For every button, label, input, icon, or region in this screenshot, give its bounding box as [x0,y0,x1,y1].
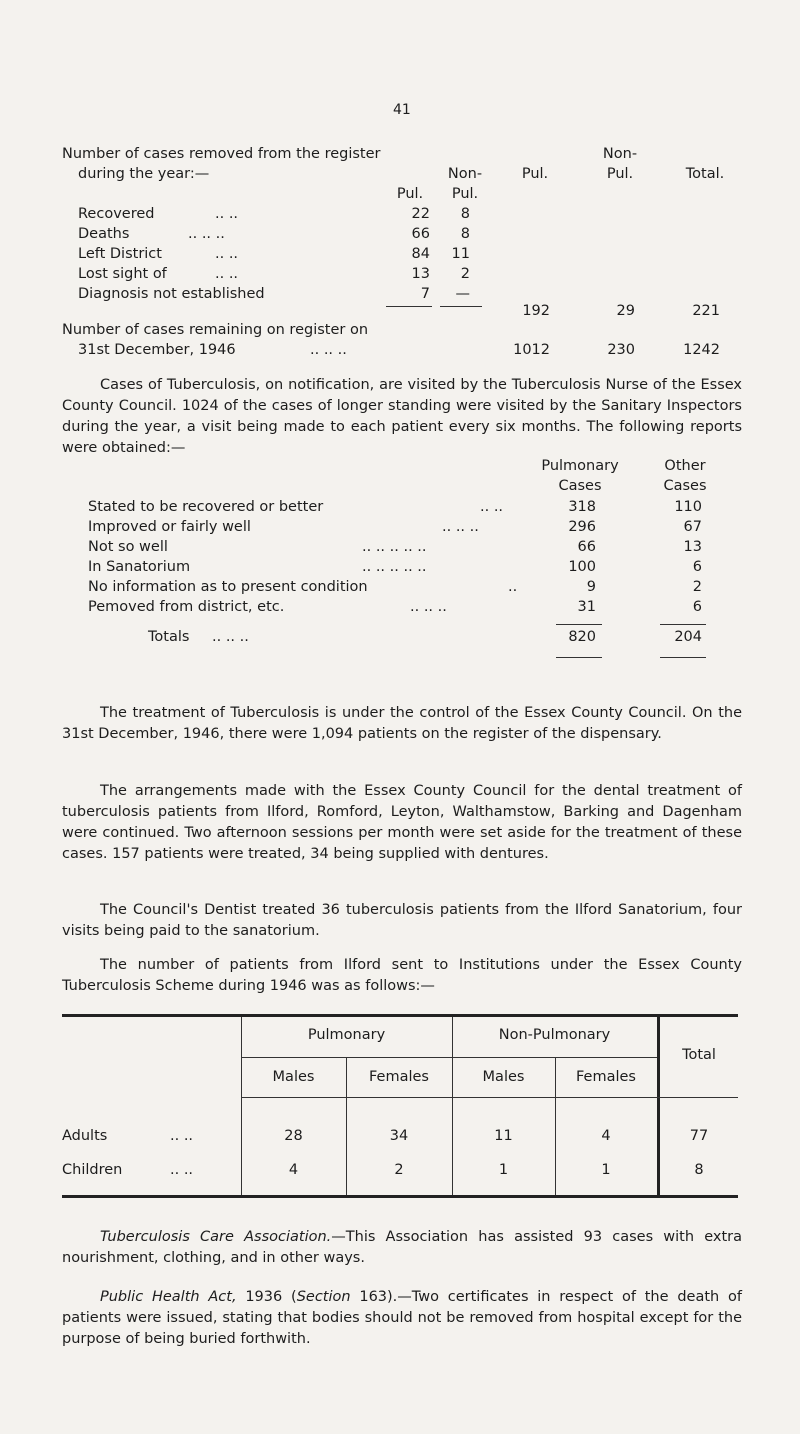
row-dots: .. .. [170,1162,194,1178]
row-dots: .. .. [170,1128,194,1144]
reports-rule-pul-top [556,624,602,625]
header-non-top: Non- [447,166,483,182]
removed-title-line2: during the year:— [78,166,210,182]
public-health-act-title: Public Health Act, [100,1289,237,1305]
row-pul: 7 [420,286,430,302]
public-health-act-section: Section [296,1289,351,1305]
reports-total-pulmonary: 820 [568,629,596,645]
row-label: Children [62,1162,123,1178]
table-bottom-rule [62,1195,738,1198]
reports-totals-dots: .. .. .. [212,629,249,645]
report-dots: .. .. .. [410,599,447,615]
report-label: Stated to be recovered or better [88,499,324,515]
paragraph-visits: Cases of Tuberculosis, on notification, are visited by the Tuberculosis Nurse of the Essex County Council. 1024 of the cases of longer standing were visited by the Sanitary Inspectors during the year, a visit being made to each patient every six months. The following reports were obtained:— [62,377,742,456]
row-label: Recovered [78,206,155,222]
row-label: Adults [62,1128,108,1144]
header-non-males: Males [482,1069,525,1085]
remaining-non-pul: 230 [607,342,635,358]
reports-rule-other-bottom [660,657,706,658]
header-non-pul: Pul. [451,186,479,202]
row-pul: 66 [411,226,430,242]
report-other: 6 [692,599,702,615]
remaining-pul: 1012 [513,342,550,358]
report-other: 110 [674,499,702,515]
report-label: Improved or fairly well [88,519,251,535]
removed-total-pul: 192 [522,303,550,319]
report-pulmonary: 100 [568,559,596,575]
reports-header-other-top: Other [664,458,706,474]
removed-total-all: 221 [692,303,720,319]
removed-title-line1: Number of cases removed from the register [62,146,381,162]
remaining-line1: Number of cases remaining on register on [62,322,369,338]
paragraph-dental-arrangements: The arrangements made with the Essex County Council for the dental treatment of tuberculosis patients from Ilford, Romford, Leyton, Walthamstow, Barking and Dagenham were continued. Two afternoon sessions per month were set aside for the treatment of these cases. 157 patients were treated, 34 being supplied with dentures. [62,783,742,862]
reports-totals-label: Totals [148,629,190,645]
report-pulmonary: 66 [577,539,596,555]
report-pulmonary: 318 [568,499,596,515]
cell-pul-females: 2 [394,1162,404,1178]
report-dots: .. .. .. .. .. [362,539,427,555]
row-pul: 84 [411,246,430,262]
right-header-non-top: Non- [602,146,638,162]
remaining-line2: 31st December, 1946 [78,342,236,358]
page-number: 41 [393,102,411,118]
report-pulmonary: 9 [586,579,596,595]
care-association-text: —This Association has assisted 93 cases with extra nourishment, clothing, and in other ways. [62,1229,742,1266]
reports-rule-pul-bottom [556,657,602,658]
care-association-title: Tuberculosis Care Association. [100,1229,332,1245]
cell-pul-males: 4 [288,1162,299,1178]
row-pul: 22 [411,206,430,222]
paragraph-institutions-intro: The number of patients from Ilford sent to Institutions under the Essex County Tuberculosis Scheme during 1946 was as follows:— [62,957,742,994]
table-header-rule [241,1097,738,1098]
report-dots: .. .. .. .. .. [362,559,427,575]
subtotal-rule-pul [386,306,432,307]
row-label: Deaths [78,226,130,242]
header-pulmonary: Pulmonary [307,1027,386,1043]
cell-non-females: 1 [601,1162,611,1178]
report-label: Pemoved from district, etc. [88,599,285,615]
row-dots: .. .. .. [188,226,225,242]
reports-header-other-bottom: Cases [663,478,707,494]
removed-total-non-pul: 29 [616,303,635,319]
report-dots: .. [508,579,518,595]
remaining-total: 1242 [683,342,720,358]
report-other: 6 [692,559,702,575]
header-pul-females: Females [369,1069,429,1085]
header-pul-males: Males [272,1069,315,1085]
header-pul: Pul. [396,186,424,202]
reports-header-pul-bottom: Cases [558,478,602,494]
header-non-females: Females [576,1069,636,1085]
reports-header-pul-top: Pulmonary [541,458,619,474]
right-header-pul: Pul. [521,166,549,182]
reports-rule-other-top [660,624,706,625]
paragraph-public-health-act [62,1287,742,1350]
right-header-non-bottom: Pul. [606,166,634,182]
row-non-pul: 8 [460,206,470,222]
report-dots: .. .. [480,499,504,515]
cell-pul-males: 28 [284,1128,303,1144]
row-non-pul: — [455,286,470,302]
paragraph-council-dentist: The Council's Dentist treated 36 tuberculosis patients from the Ilford Sanatorium, four visits being paid to the sanatorium. [62,902,742,939]
paragraph-care-association [62,1227,742,1269]
table-group-rule [241,1057,657,1058]
report-other: 2 [692,579,702,595]
row-label: Lost sight of [78,266,167,282]
right-header-total: Total. [685,166,725,182]
table-top-rule [62,1014,738,1017]
reports-total-other: 204 [674,629,702,645]
cell-pul-females: 34 [389,1128,409,1144]
report-dots: .. .. .. [442,519,479,535]
public-health-act-year: 1936 ( [236,1289,297,1305]
cell-non-females: 4 [601,1128,611,1144]
header-total: Total [682,1047,716,1063]
row-non-pul: 11 [451,246,470,262]
public-health-act-text: 163).—Two certificates in respect of the death of patients were issued, stating that bodies should not be removed from hospital except for the purpose of being buried forthwith. [62,1289,742,1347]
report-other: 13 [683,539,702,555]
row-non-pul: 8 [460,226,470,242]
report-pulmonary: 31 [577,599,596,615]
row-label: Diagnosis not established [78,286,265,302]
row-dots: .. .. [215,206,239,222]
report-other: 67 [683,519,702,535]
paragraph-treatment-control: The treatment of Tuberculosis is under the control of the Essex County Council. On the 31st December, 1946, there were 1,094 patients on the register of the dispensary. [62,705,742,742]
cell-total: 8 [694,1162,704,1178]
subtotal-rule-non [440,306,482,307]
report-label: Not so well [88,539,168,555]
row-pul: 13 [411,266,430,282]
remaining-dots: .. .. .. [310,342,347,358]
row-dots: .. .. [215,266,239,282]
report-pulmonary: 296 [568,519,596,535]
row-label: Left District [78,246,162,262]
row-dots: .. .. [215,246,239,262]
row-non-pul: 2 [460,266,470,282]
report-label: No information as to present condition [88,579,368,595]
cell-total: 77 [689,1128,709,1144]
report-label: In Sanatorium [88,559,191,575]
cell-non-males: 1 [498,1162,509,1178]
header-non-pulmonary: Non-Pulmonary [498,1027,611,1043]
cell-non-males: 11 [494,1128,513,1144]
